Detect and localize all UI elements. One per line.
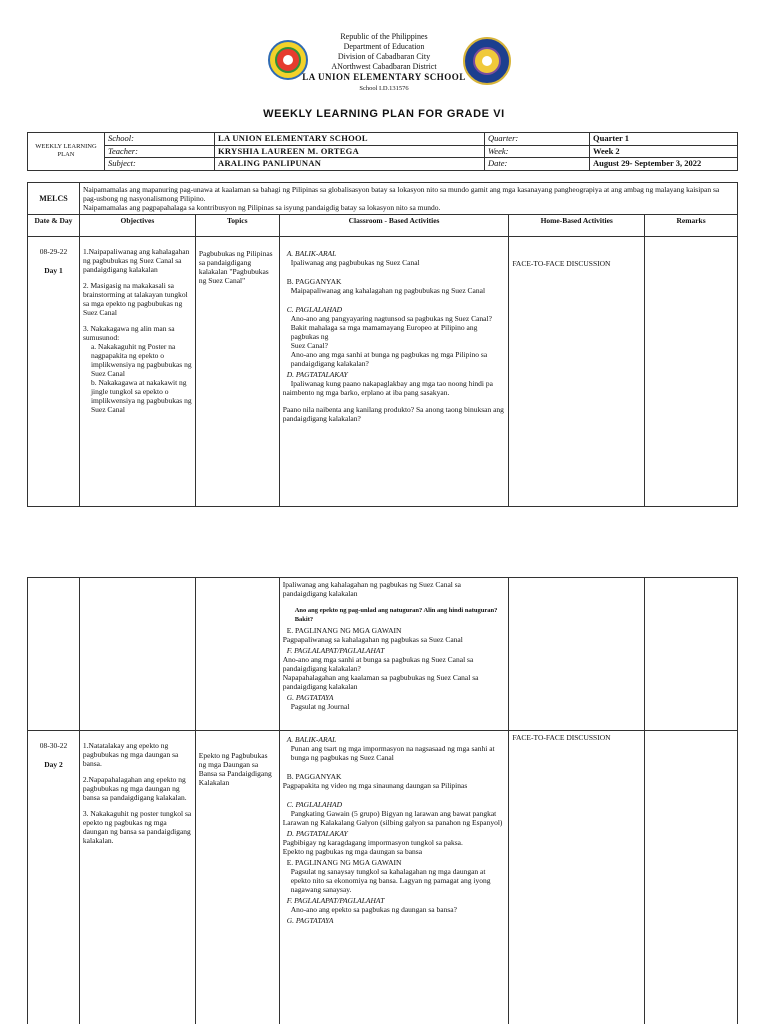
cont-text-1: Ipaliwanag ang kahalagahan ng pagbukas ng Suez Canal sa pandaigdigang kalakalan [282,580,461,598]
melcs-label: MELCS [28,183,80,215]
header-district: ANorthwest Cabadbaran District [331,62,437,71]
day1-topic [195,237,279,507]
day1-objective-3a: a. Nakakaguhit ng Poster na nagpapakita ng epekto o implikwensiya ng pagbubukas ng Suez Canal [90,342,192,378]
school-value: LA UNION ELEMENTARY SCHOOL [215,133,485,146]
day1-label: Day 1 [44,266,63,275]
day2-label: Day 2 [44,760,63,769]
quarter-value: Quarter 1 [590,133,738,146]
subject-label: Subject: [105,158,215,171]
day1-date-cell [28,237,80,507]
day2-topic-text: Epekto ng Pagbubukas ng mga Daungan sa Bansa sa Pandaigdigang Kalakalan [198,751,272,787]
melcs-text-1: Naipamamalas ang mapanuring pag-unawa at kaalaman sa bahagi ng Pilipinas sa globalisasyon batay sa lokasyon nito sa mundo gamit ang mga kasanayang pangheograpiya at ang ambag ng malayang kaisipan sa pag-usbong ng nasyonalismong Pilipino. [82,185,720,203]
day2-activities [279,731,509,1024]
day2-date: 08-30-22 [39,741,68,750]
teacher-label: Teacher: [105,145,215,158]
cont-paglalapat: F. PAGLALAPAT/PAGLALAHAT Ano-ano ang mga sanhi at bunga sa pagbukas ng Suez Canal sa pandaigdigang kalakalan? Napapahalagahan ang kaalaman sa pagbubukas ng Suez Canal sa pandaigdigang kalakalan [282,646,479,691]
learning-plan-table-1 [27,182,738,507]
day1-pagtatalakay: D. PAGTATALAKAY Ipaliwanag kung paano nakapaglakbay ang mga tao noong hindi pa naimbento ng mga barko, erplano at iba pang sasakyan. Paano nila naibenta ang kanilang produkto? Sa anong taong binuksan ang pandaigdigang kalakalan? [282,370,504,423]
page-title: WEEKLY LEARNING PLAN FOR GRADE VI [263,108,505,120]
cont-activities [279,578,509,731]
cont-question: Ano ang epekto ng pag-unlad ang natuguran? Alin ang hindi natuguran? Bakit? [294,607,498,623]
cont-remarks [645,578,738,731]
cont-topic [195,578,279,731]
cont-home-based [509,578,645,731]
day2-paglalapat: F. PAGLALAPAT/PAGLALAHAT Ano-ano ang epekto sa pagbukas ng daungan sa bansa? [286,896,457,914]
col-remarks-header: Remarks [645,215,738,237]
day1-pagganyak: B. PAGGANYAK Maipapaliwanag ang kahalagahan ng pagbubukas ng Suez Canal [286,277,486,295]
day1-topic-text: Pagbubukas ng Pilipinas sa pandaigdigang kalakalan "Pagbubukas ng Suez Canal" [198,249,273,285]
day2-topic [195,731,279,1024]
day2-objective-1: 1.Natatalakay ang epekto ng pagbubukas ng mga daungan sa bansa. [82,741,179,768]
teacher-value: KRYSHIA LAUREEN M. ORTEGA [215,145,485,158]
day1-home-text: FACE-TO-FACE DISCUSSION [512,259,611,268]
day2-objective-2: 2.Napapahalagahan ang epekto ng pagbubukas ng mga daungan ng bansa sa pandaigdigang kalakalan. [82,775,187,802]
day1-objective-1: 1.Naipapaliwanag ang kahalagahan ng pagbubukas ng Suez Canal sa pandaigdigang kalakalan [82,247,190,274]
day2-date-cell [28,731,80,1024]
col-home-header: Home-Based Activities [509,215,645,237]
date-value: August 29- September 3, 2022 [590,158,738,171]
day2-objectives [79,731,195,1024]
header-division: Division of Cabadbaran City [337,52,431,61]
day2-remarks [645,731,738,1024]
day2-home-based [509,731,645,1024]
date-label: Date: [485,158,590,171]
header-department: Department of Education [343,42,425,51]
day2-objective-3: 3. Nakakaguhit ng poster tungkol sa epekto ng pagbukas ng mga daungan ng bansa sa pandaigdigang kalakalan. [82,809,192,845]
day2-balik-aral: A. BALIK-ARAL Punan ang tsart ng mga impormasyon na nagsasaad ng mga sanhi at bunga ng pagbukas ng Suez Canal [286,735,495,762]
cont-objectives [79,578,195,731]
day2-pagganyak: B. PAGGANYAK Pagpapakita ng video ng mga sinaunang daungan sa Pilipinas [282,772,468,790]
day2-home-text: FACE-TO-FACE DISCUSSION [512,733,611,742]
subject-value: ARALING PANLIPUNAN [215,158,485,171]
col-objectives-header: Objectives [79,215,195,237]
col-topics-header: Topics [195,215,279,237]
cont-paglinang: E. PAGLINANG NG MGA GAWAIN Pagpapaliwanag sa kahalagahan ng pagbukas sa Suez Canal [282,626,463,644]
day1-activities [279,237,509,507]
day2-pagtatalakay: D. PAGTATALAKAY Pagbibigay ng karagdagang impormasyon tungkol sa paksa. Epekto ng pagbukas ng mga daungan sa bansa [282,829,463,856]
day1-paglalahad: C. PAGLALAHAD Ano-ano ang pangyayaring nagtunsod sa pagbukas ng Suez Canal? Bakit mahalaga sa mga mamamayang Europeo at Pilipino ang pagbukas ng Suez Canal? Ano-ano ang mga sanhi at bunga ng pagbukas ng mga Pilipino sa pandaigdigang kalakalan? [286,305,492,368]
header-school-id: School I.D.131576 [359,85,409,92]
info-table [27,132,738,171]
day1-home-based [509,237,645,507]
day1-date: 08-29-22 [39,247,68,256]
day2-paglinang: E. PAGLINANG NG MGA GAWAIN Pagsulat ng sanaysay tungkol sa kahalagahan ng mga daungan at epekto nito sa ekonomiya ng bansa. Lagyan ng pamagat ang iyong nagawang sanaysay. [286,858,491,894]
header-republic: Republic of the Philippines [340,32,428,41]
quarter-label: Quarter: [485,133,590,146]
day1-objective-2: 2. Masigasig na makakasali sa brainstorming at talakayan tungkol sa mga epekto ng pagbubukas ng Suez Canal [82,281,188,317]
col-activities-header: Classroom - Based Activities [279,215,509,237]
melcs-content [79,183,737,215]
day1-objectives [79,237,195,507]
school-label: School: [105,133,215,146]
day2-paglalahad: C. PAGLALAHAD Pangkating Gawain (5 grupo) Bigyan ng larawan ang bawat pangkat Larawan ng Kalakalang Galyon (silbing galyon sa panahon ng Espanyol) [282,800,503,827]
header-school-name: LA UNION ELEMENTARY SCHOOL [302,72,466,82]
week-value: Week 2 [590,145,738,158]
day1-objective-3: 3. Nakakagawa ng alin man sa sumusunod: [82,324,175,342]
cont-pagtataya: G. PAGTATAYA Pagsulat ng Journal [286,693,350,711]
learning-plan-table-2 [27,577,738,1024]
day1-balik-aral: A. BALIK-ARAL Ipaliwanag ang pagbubukas ng Suez Canal [286,249,420,267]
col-date-header: Date & Day [28,215,80,237]
melcs-text-2: Naipamamalas ang pagpapahalaga sa kontribusyon ng Pilipinas sa isyung pandaigdig batay sa lokasyon nito sa mundo. [82,203,441,212]
day1-objective-3b: b. Nakakagawa at nakakawit ng jingle tungkol sa epekto o implikwensiya ng pagbubukas ng Suez Canal [90,378,192,414]
day2-pagtataya: G. PAGTATAYA [286,916,334,925]
week-label: Week: [485,145,590,158]
cont-date-cell [28,578,80,731]
plan-label: WEEKLY LEARNING PLAN [28,133,105,171]
day1-remarks [645,237,738,507]
